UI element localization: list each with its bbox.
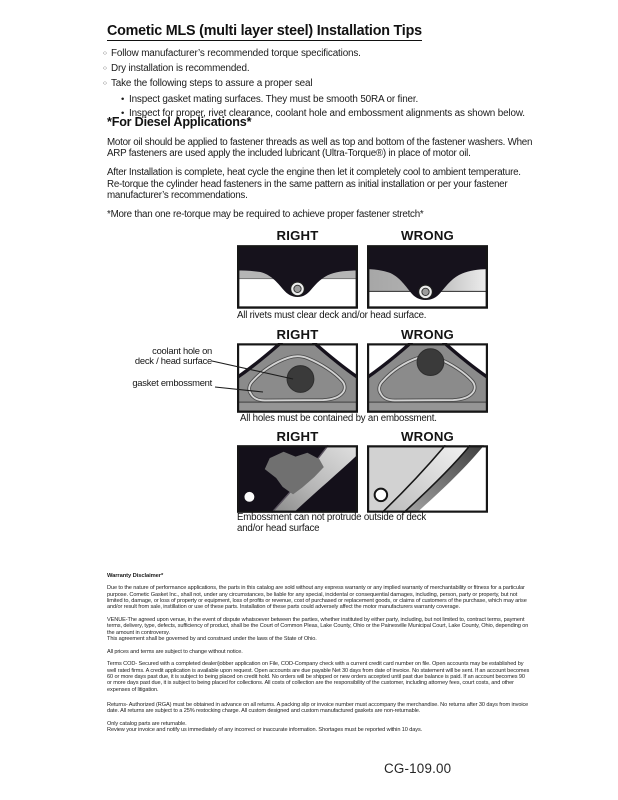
embossment-protrusion-wrong-illustration bbox=[367, 445, 488, 513]
fig3-wrong-diagram bbox=[367, 445, 488, 513]
label-line: coolant hole on bbox=[152, 345, 212, 356]
coolant-hole-icon bbox=[417, 349, 444, 376]
legal-paragraph: Terms COD- Secured with a completed dealer/jobber application on File, COD-Company check with a current credit card number on file. Open accounts may be established by well rated firms. A credit application is available upon request. Open accounts are due payable Net 30 days from date of invoice. No statement will be sent. If an account becomes 60 or more days past due, it is subject to being placed on credit hold. No orders will be shipped or new orders accepted until past due balance is paid. If an account becomes 90 or more days past due, it is subject to being placed for collections. All costs of collection are the responsibility of the customer, including attorney fees, court costs, and other expenses of litigation. bbox=[107, 661, 530, 693]
fig1-wrong-label: WRONG bbox=[400, 228, 454, 243]
fig3-wrong-label: WRONG bbox=[400, 429, 454, 444]
fig3-caption bbox=[237, 513, 426, 535]
section-heading: *For Diesel Applications* bbox=[107, 115, 252, 129]
list-item-text: Follow manufacturer’s recommended torque specifications. bbox=[111, 48, 361, 59]
paragraph: After Installation is complete, heat cycle the engine then let it completely cool to ambient temperature. Re-torque the cylinder head fasteners in the same pattern as initial installation or per your fastener manufacturer’s recommendations. bbox=[107, 167, 521, 202]
page-code: CG-109.00 bbox=[384, 761, 452, 776]
fig3-right-label: RIGHT bbox=[276, 429, 319, 444]
dot-bullet-icon bbox=[121, 93, 129, 107]
legal-paragraph: Returns- Authorized (RGA) must be obtained in advance on all returns. A packing slip or invoice number must accompany the merchandise. No returns after 30 days from invoice date. All returns are subject to a 25% restocking charge. All custom designed and custom manufactured gaskets are non-returnable. bbox=[107, 702, 529, 715]
caption-line: and/or head surface bbox=[237, 522, 320, 534]
paragraph: Motor oil should be applied to fastener threads as well as top and bottom of the fastener washers. When ARP fasteners are used apply the included lubricant (Ultra-Torque®) in place of motor oil. bbox=[107, 137, 533, 160]
page-title: Cometic MLS (multi layer steel) Installation Tips bbox=[107, 23, 422, 39]
legal-paragraph: All prices and terms are subject to change without notice. bbox=[107, 648, 243, 655]
legal-paragraph: Review your invoice and notify us immediately of any incorrect or inaccurate information. Shortages must be reported within 10 days. bbox=[107, 727, 423, 734]
bolt-hole-icon bbox=[244, 492, 254, 502]
list-item-text: Inspect gasket mating surfaces. They must be smooth 50RA or finer. bbox=[129, 93, 419, 105]
label-line: gasket embossment bbox=[132, 377, 212, 388]
fig2-caption: All holes must be contained by an embossment. bbox=[240, 413, 437, 424]
fig1-right-diagram bbox=[237, 245, 358, 309]
fig1-right-label: RIGHT bbox=[276, 228, 319, 243]
diesel-applications-section bbox=[107, 115, 537, 228]
pointer-lines bbox=[110, 340, 300, 415]
fig1-caption: All rivets must clear deck and/or head surface. bbox=[237, 310, 427, 321]
list-item-text: Take the following steps to assure a proper seal bbox=[111, 78, 313, 90]
list-item bbox=[103, 62, 539, 77]
embossment-containment-wrong-illustration bbox=[367, 343, 488, 413]
legal-paragraph: VENUE-The agreed upon venue, in the event of dispute whatsoever between the parties, whether instituted by either party, including, but not limited to, contract terms, payment terms, delivery, type, defects, sufficiency of product, shall be the Court of Common Pleas, Lake County, Ohio or the Painesville Municipal Court, Lake County, Ohio, depending on the amount in controversy. bbox=[107, 617, 529, 636]
list-item-text: Inspect for proper, rivet clearance, coolant hole and embossment alignments as shown below. bbox=[129, 107, 525, 119]
circle-bullet-icon bbox=[103, 47, 111, 62]
list-item bbox=[103, 77, 539, 92]
fig2-wrong-label: WRONG bbox=[400, 327, 454, 342]
fig2-wrong-diagram bbox=[367, 343, 488, 413]
circle-bullet-icon bbox=[103, 62, 111, 77]
rivet-clearance-wrong-illustration bbox=[367, 245, 488, 309]
list-item bbox=[103, 47, 539, 62]
embossment-protrusion-right-illustration bbox=[237, 445, 358, 513]
legal-paragraph: Only catalog parts are returnable. bbox=[107, 721, 187, 728]
sub-list-item bbox=[121, 93, 539, 107]
circle-bullet-icon bbox=[103, 77, 111, 92]
bolt-hole-icon bbox=[375, 489, 387, 501]
warranty-heading: Warranty Disclaimer* bbox=[107, 573, 164, 579]
rivet-clearance-right-illustration bbox=[237, 245, 358, 309]
fig3-right-diagram bbox=[237, 445, 358, 513]
caption-line: Embossment can not protrude outside of deck bbox=[237, 512, 427, 523]
installation-tips-section bbox=[103, 22, 539, 121]
legal-paragraph: This agreement shall be governed by and construed under the laws of the State of Ohio. bbox=[107, 636, 317, 643]
fig1-wrong-diagram bbox=[367, 245, 488, 309]
warranty-disclaimer-section bbox=[107, 573, 530, 734]
list-item-text: Dry installation is recommended. bbox=[111, 63, 250, 75]
label-line: deck / head surface bbox=[134, 354, 212, 366]
legal-paragraph: Due to the nature of performance applications, the parts in this catalog are sold without any express warranty or any implied warranty of merchantability or fitness for a particular purpose. Cometic Gasket Inc., shall not, under any circumstances, be liable for any special, incidental or consequential damages, including, person, party or property, but not limited to, damage, or loss of property or equipment, loss of profits or revenue, cost of purchased or replacement goods, or claims of customers of the purchase, which may arise and/or result from sale, instillation or use of these parts. Installation of these parts could adversely affect the motor manufacturers warranty coverage. bbox=[107, 585, 527, 611]
fig2-right-label: RIGHT bbox=[276, 327, 319, 342]
paragraph: *More than one re-torque may be required to achieve proper fastener stretch* bbox=[107, 209, 424, 221]
